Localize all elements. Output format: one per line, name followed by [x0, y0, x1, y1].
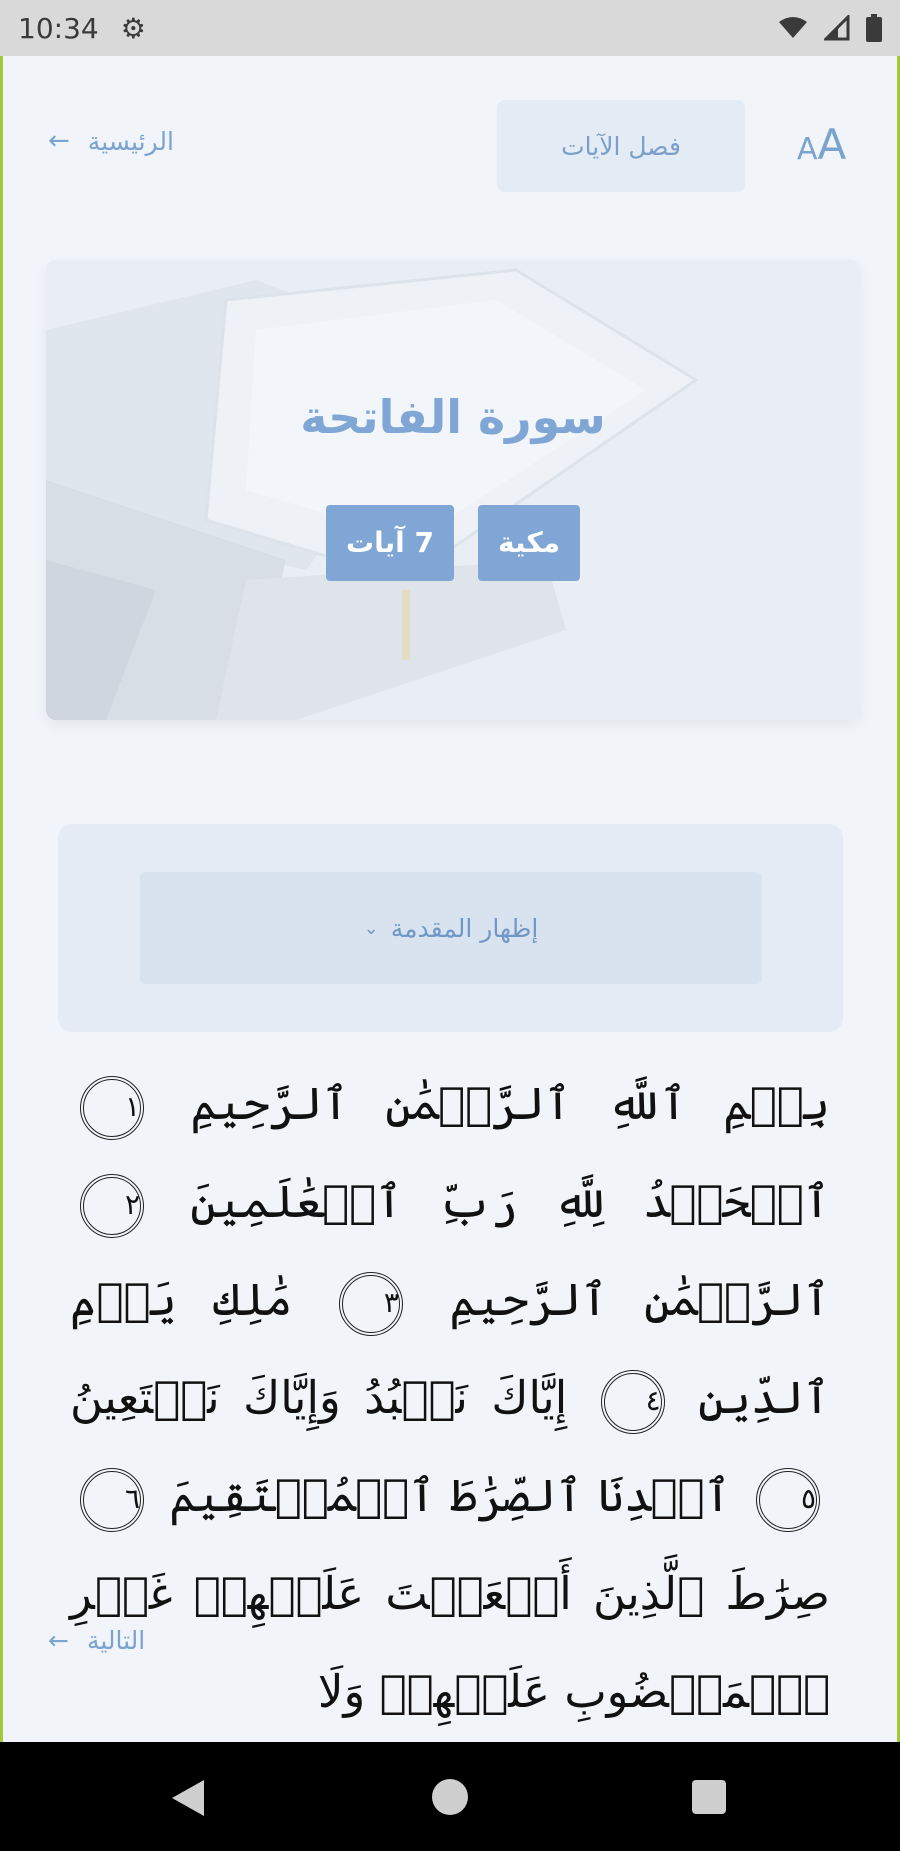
ayah-number-marker: ٦: [80, 1468, 144, 1532]
verse-separator-button[interactable]: فصل الآيات: [497, 100, 745, 192]
verse-text: بِسۡمِ ٱللَّهِ ٱلرَّحۡمَٰنِ ٱلرَّحِيمِ: [190, 1077, 830, 1130]
verses-text: [70, 1055, 830, 1741]
recents-square-icon[interactable]: [692, 1780, 726, 1814]
font-size-icon[interactable]: [797, 120, 846, 169]
home-link[interactable]: [48, 126, 174, 156]
system-nav-bar: [0, 1742, 900, 1851]
surah-title: سورة الفاتحة: [300, 390, 606, 444]
verse-text: مَٰلِكِ يَوۡمِ ٱلدِّينِ: [70, 1273, 831, 1424]
arrow-left-icon: ←: [48, 126, 70, 156]
next-label: التالية: [86, 1626, 146, 1655]
home-circle-icon[interactable]: [432, 1779, 468, 1815]
ayah-number-marker: ٢: [80, 1174, 144, 1238]
next-surah-link[interactable]: [48, 1626, 145, 1655]
status-bar: [0, 0, 900, 56]
surah-badges: [46, 505, 860, 581]
font-size-small-letter: A: [797, 132, 818, 167]
ayah-number-marker: ١: [80, 1076, 144, 1140]
ayah-number-marker: ٥: [756, 1468, 820, 1532]
verse-text: إِيَّاكَ نَعۡبُدُ وَإِيَّاكَ نَسۡتَعِينُ: [70, 1371, 568, 1424]
arrow-left-icon: ←: [48, 1626, 69, 1655]
verse-text: ٱهۡدِنَا ٱلصِّرَٰطَ ٱلۡمُسۡتَقِيمَ: [169, 1469, 731, 1522]
font-size-large-letter: A: [817, 120, 847, 169]
home-label: الرئيسية: [87, 126, 174, 156]
intro-card: [58, 824, 843, 1032]
surah-header-card: [46, 260, 860, 720]
top-bar: [0, 100, 900, 192]
show-intro-button[interactable]: [140, 872, 762, 984]
verse-text: ٱلۡحَمۡدُ لِلَّهِ رَبِّ ٱلۡعَٰلَمِينَ: [190, 1175, 830, 1228]
gear-icon: ⚙: [120, 11, 146, 45]
quran-book-image: [46, 260, 860, 720]
signal-icon: [824, 15, 850, 41]
verse-text: ٱلرَّحۡمَٰنِ ٱلرَّحِيمِ: [449, 1273, 831, 1326]
verse-text: صِرَٰطَ ٱلَّذِينَ أَنۡعَمۡتَ عَلَيۡهِمۡ غَيۡرِ ٱلۡمَغۡضُوبِ عَلَيۡهِمۡ وَلَا: [70, 1567, 830, 1718]
revelation-type-badge: مكية: [478, 505, 580, 581]
chevron-down-icon: ⌄: [363, 917, 379, 939]
status-icons: [778, 14, 882, 42]
verse-count-badge: 7 آيات: [326, 505, 454, 581]
status-time: 10:34: [18, 11, 99, 45]
show-intro-label: إظهار المقدمة: [390, 913, 539, 943]
ayah-number-marker: ٤: [601, 1370, 665, 1434]
wifi-icon: [778, 16, 808, 40]
ayah-number-marker: ٣: [339, 1272, 403, 1336]
back-triangle-icon[interactable]: [172, 1780, 204, 1816]
battery-icon: [866, 14, 882, 42]
